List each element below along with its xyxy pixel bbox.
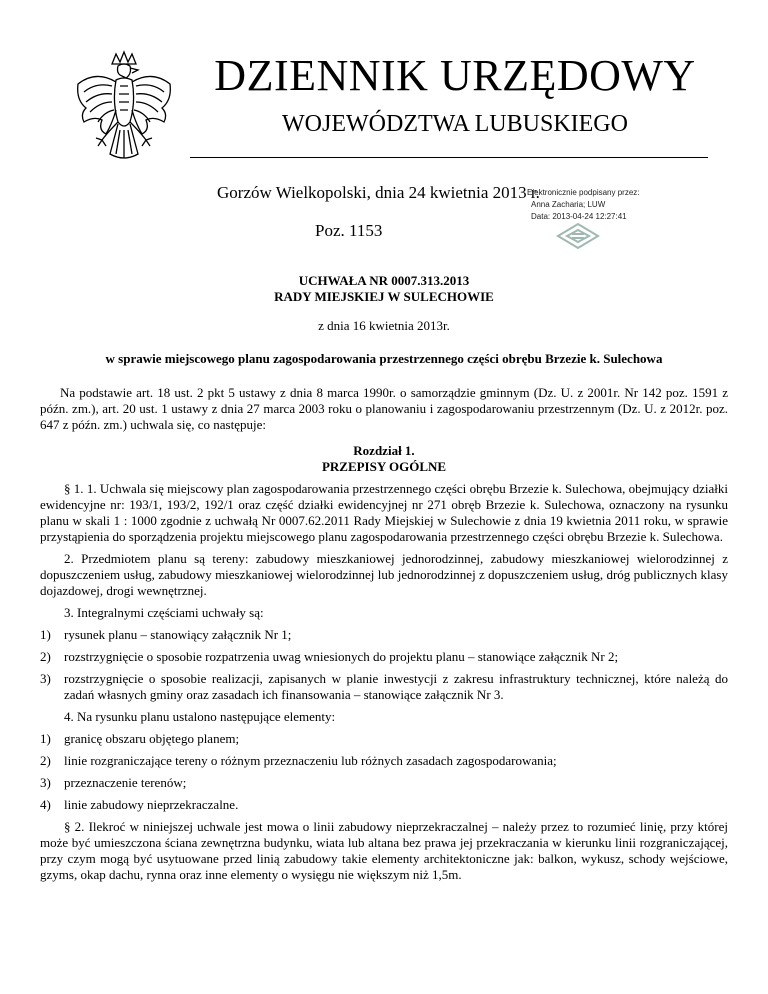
paragraph-4: 4. Na rysunku planu ustalono następujące elementy: [64,709,336,724]
journal-subtitle: WOJEWÓDZTWA LUBUSKIEGO [282,111,628,137]
resolution-title [40,273,728,305]
legal-basis-paragraph: Na podstawie art. 18 ust. 2 pkt 5 ustawy z dnia 8 marca 1990r. o samorządzie gminnym (Dz. U. z 2001r. Nr 142 poz. 1591 z późn. zm.), art. 20 ust. 1 ustawy z dnia 27 marca 2003 roku o planowaniu i zagospodarowaniu przestrzennym (Dz. U. z 2012r. poz. 647 z późn. zm.) uchwala się, co następuje: [40,385,728,432]
signature-signer: Anna Zacharia; LUW [531,200,606,209]
list-item [40,731,728,747]
document-body [40,385,728,883]
list-item-number: 3) [40,775,51,790]
chapter-heading [40,443,728,475]
paragraph-3: 3. Integralnymi częściami uchwały są: [64,605,264,620]
list-item-number: 3) [40,671,51,686]
chapter-title: PRZEPISY OGÓLNE [321,459,447,474]
signature-label: Elektronicznie podpisany przez: [527,188,640,197]
list-item-text: granicę obszaru objętego planem; [64,731,240,746]
polish-eagle-icon [72,50,176,176]
signature-mark-icon [555,220,601,252]
resolution-date: z dnia 16 kwietnia 2013r. [318,318,450,333]
resolution-number: UCHWAŁA NR 0007.313.2013 [298,273,470,288]
list-item [40,775,728,791]
paragraph-2: 2. Przedmiotem planu są tereny: zabudowy mieszkaniowej jednorodzinnej, zabudowy mieszkaniowej wielorodzinnej z dopuszczeniem usług, zabudowy mieszkaniowej wielorodzinnej lub jednorodzinnej z dopuszczeniem usług, dróg publicznych klasy dojazdowej, drogi wewnętrznej. [40,551,728,598]
list-item-number: 1) [40,627,51,642]
list-item-text: rysunek planu – stanowiący załącznik Nr 1; [64,627,292,642]
resolution-subject: w sprawie miejscowego planu zagospodarowania przestrzennego części obrębu Brzezie k. Sulechowa [105,351,663,366]
resolution-council: RADY MIEJSKIEJ W SULECHOWIE [274,289,494,304]
list-item [40,649,728,665]
electronic-signature [527,187,640,223]
paragraph-1: § 1. 1. Uchwala się miejscowy plan zagospodarowania przestrzennego części obrębu Brzezie k. Sulechowa, obejmujący działki ewidencyjne nr: 193/1, 193/2, 192/1 oraz część działki ewidencyjnej nr 271 obręb Brzezie k. Sulechowa, oznaczony na rysunku planu w skali 1 : 1000 zgodnie z uchwałą Nr 0007.62.2011 Rady Miejskiej w Sulechowie z dnia 19 kwietnia 2011 roku, w sprawie przystąpienia do sporządzenia projektu miejscowego planu zagospodarowania przestrzennego części obrębu Brzezie k. Sulechowa. [40,481,728,544]
list-item-text: linie zabudowy nieprzekraczalne. [64,797,239,812]
signature-date: Data: 2013-04-24 12:27:41 [531,212,627,221]
position-number: Poz. 1153 [315,221,383,240]
journal-title: DZIENNIK URZĘDOWY [214,51,696,100]
list-item [40,671,728,703]
header-divider [190,157,708,158]
list-item-text: rozstrzygnięcie o sposobie realizacji, zapisanych w planie inwestycji z zakresu infrastruktury technicznej, które należą do zadań własnych gminy oraz zasadach ich finansowania – stanowiące załącznik Nr 3. [64,671,728,702]
place-and-date: Gorzów Wielkopolski, dnia 24 kwietnia 2013 r. [217,183,540,202]
list-item-text: linie rozgraniczające tereny o różnym przeznaczeniu lub różnych zasadach zagospodarowania; [64,753,557,768]
list-item-number: 2) [40,753,51,768]
chapter-number: Rozdział 1. [353,443,415,458]
list-item-number: 4) [40,797,51,812]
list-item-number: 2) [40,649,51,664]
list-item [40,797,728,813]
list-item-text: rozstrzygnięcie o sposobie rozpatrzenia uwag wniesionych do projektu planu – stanowiące załącznik Nr 2; [64,649,619,664]
paragraph-5: § 2. Ilekroć w niniejszej uchwale jest mowa o linii zabudowy nieprzekraczalnej – należy przez to rozumieć linię, przy której może być umieszczona ściana zewnętrzna budynku, wiata lub altana bez prawa jej przekraczania w kierunku linii rozgraniczającej, przy czym mogą być usytuowane przed linią zabudowy takie elementy architektoniczne jak: balkon, wykusz, schody wejściowe, gzyms, okap dachu, rynna oraz inne elementy o wysięgu nie większym niż 1,5m. [40,819,728,882]
list-item-text: przeznaczenie terenów; [64,775,187,790]
list-item [40,753,728,769]
list-item [40,627,728,643]
list-item-number: 1) [40,731,51,746]
